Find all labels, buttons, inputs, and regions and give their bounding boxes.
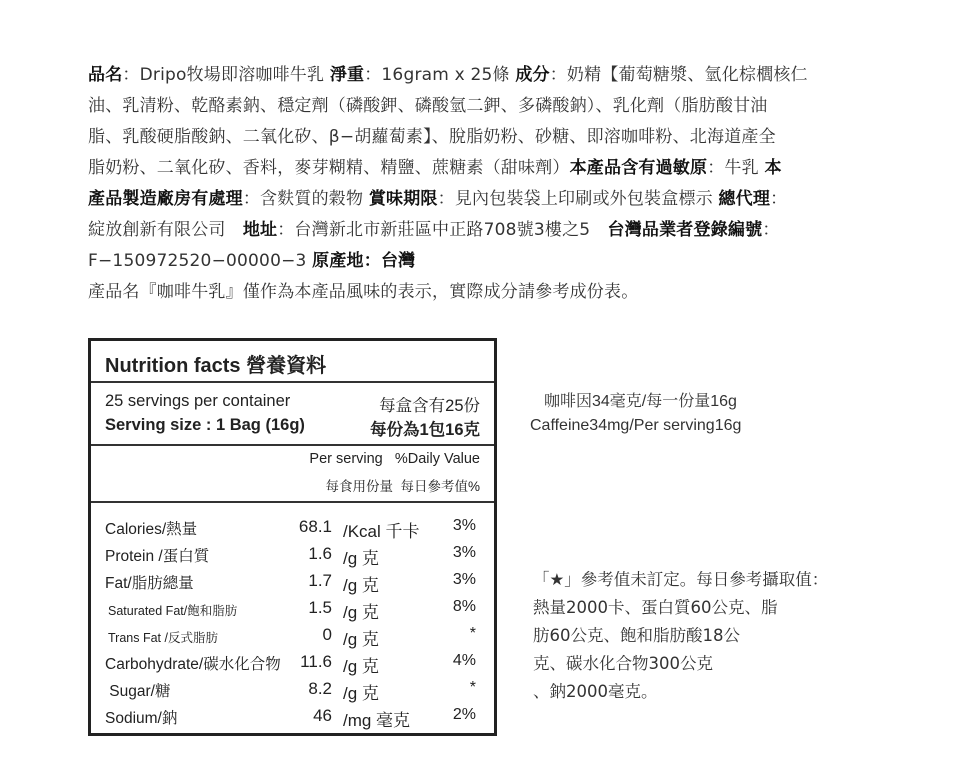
caffeine-zh: 咖啡因34毫克/每一份量16g [544, 393, 737, 410]
nutrient-name: Fat/脂肪總量 [105, 575, 194, 592]
caffeine-en: Caffeine34mg/Per serving16g [530, 417, 742, 434]
label-heading: 台灣品業者登錄編號 [607, 220, 763, 240]
label-value: 產品名『咖啡牛乳』僅作為本產品風味的表示，實際成分請參考成份表。 [88, 282, 639, 302]
nutrition-title: Nutrition facts 營養資料 [91, 341, 494, 383]
nutrient-value: 1.5 [308, 598, 332, 617]
label-value: ：含麩質的穀物 [242, 189, 369, 209]
label-heading: 本產品含有過敏原 [569, 158, 708, 178]
nutrient-value: 11.6 [300, 652, 332, 671]
label-value: 油、乳清粉、乾酪素鈉、穩定劑（磷酸鉀、磷酸氫二鉀、多磷酸鈉）、乳化劑（脂肪酸甘油 [88, 96, 768, 116]
label-value: ：奶精【葡萄糖漿、氫化棕櫚核仁 [549, 65, 808, 85]
label-line [88, 153, 918, 184]
nutrient-value: 1.6 [308, 544, 332, 563]
label-value: F−150972520−00000−3 [88, 251, 313, 271]
column-header-zh: 每食用份量 每日參考值% [325, 479, 480, 494]
nutrient-value: 8.2 [308, 679, 332, 698]
nutrient-row [91, 544, 494, 571]
label-heading: 成分 [515, 65, 550, 85]
daily-value-percent: 4% [452, 652, 476, 669]
nutrient-value: 0 [322, 625, 332, 644]
label-line [88, 60, 918, 91]
nutrient-unit: /g 克 [343, 657, 379, 676]
column-headers [91, 446, 494, 503]
label-value: ：見內包裝袋上印刷或外包裝盒標示 [437, 189, 719, 209]
nutrient-name: Trans Fat /反式脂肪 [108, 631, 218, 645]
daily-value-percent: 2% [452, 706, 476, 723]
nutrient-name: Sugar/糖 [105, 683, 171, 700]
footnote-line: 熱量2000卡、蛋白質60公克、脂 [533, 598, 778, 617]
label-value: 綻放創新有限公司 [88, 220, 243, 240]
label-heading: 地址 [242, 220, 278, 240]
daily-value-percent: * [469, 679, 476, 696]
label-value: ：Dripo牧場即溶咖啡牛乳 [122, 65, 330, 85]
servings-per-container-zh: 每盒含有25份 [379, 397, 480, 415]
label-heading: 產品製造廠房有處理 [88, 189, 243, 209]
nutrient-name: Carbohydrate/碳水化合物 [105, 656, 281, 673]
label-line [88, 246, 918, 277]
nutrient-name: Sodium/鈉 [105, 710, 178, 727]
servings-per-container: 25 servings per container [105, 392, 291, 410]
serving-size-zh: 每份為1包16克 [369, 421, 480, 439]
label-line [88, 184, 918, 215]
footnote-line: 肪60公克、飽和脂肪酸18公 [533, 626, 740, 645]
caffeine-info [530, 390, 741, 438]
footnote-line: 、鈉2000毫克。 [533, 682, 658, 701]
nutrient-unit: /g 克 [343, 684, 379, 703]
serving-info [91, 383, 494, 446]
label-value: 脂、乳酸硬脂酸鈉、二氧化矽、β−胡蘿蔔素】、脫脂奶粉、砂糖、即溶咖啡粉、北海道產全 [88, 127, 776, 147]
nutrient-row [91, 571, 494, 598]
footnote-line: 「★」參考值未訂定。每日參考攝取值： [533, 570, 829, 589]
label-value: ：台灣新北市新莊區中正路708號3樓之5 [277, 220, 608, 240]
nutrition-facts-table [88, 338, 497, 736]
nutrient-row [91, 652, 494, 679]
nutrient-name: Protein /蛋白質 [105, 548, 210, 565]
nutrient-rows [91, 503, 494, 733]
label-heading: 品名 [88, 65, 123, 85]
nutrient-row [91, 625, 494, 652]
nutrient-unit: /g 克 [343, 630, 379, 649]
nutrient-unit: /g 克 [343, 576, 379, 595]
nutrient-value: 1.7 [308, 571, 332, 590]
daily-value-percent: * [469, 625, 476, 642]
label-heading: 總代理 [718, 189, 771, 209]
label-value: ：牛乳 [707, 158, 765, 178]
nutrient-name: Saturated Fat/飽和脂肪 [108, 604, 238, 618]
label-value: 脂奶粉、二氧化矽、香料，麥芽糊精、精鹽、蔗糖素（甜味劑） [88, 158, 570, 178]
nutrient-unit: /g 克 [343, 549, 379, 568]
label-heading: 淨重 [329, 65, 365, 85]
label-heading: 原產地：台灣 [312, 251, 416, 271]
label-heading: 賞味期限 [368, 189, 438, 209]
nutrient-row [91, 517, 494, 544]
label-line [88, 91, 918, 122]
daily-value-percent: 8% [452, 598, 476, 615]
label-heading: 本 [764, 158, 782, 178]
label-value: ： [770, 189, 788, 209]
nutrient-unit: /Kcal 千卡 [343, 522, 420, 541]
daily-value-percent: 3% [452, 571, 476, 588]
label-value: ： [762, 220, 780, 240]
nutrient-unit: /mg 毫克 [343, 711, 411, 730]
nutrient-row [91, 679, 494, 706]
nutrient-row [91, 598, 494, 625]
column-header-en: Per serving %Daily Value [309, 451, 480, 467]
label-line [88, 277, 918, 308]
daily-value-percent: 3% [452, 544, 476, 561]
daily-value-footnote [533, 566, 828, 706]
nutrient-value: 68.1 [298, 517, 332, 536]
nutrient-unit: /g 克 [343, 603, 379, 622]
serving-size: Serving size : 1 Bag (16g) [105, 416, 305, 434]
nutrient-value: 46 [313, 706, 332, 725]
label-line [88, 215, 918, 246]
label-value: ：16gram x 25條 [364, 65, 516, 85]
product-label-text [88, 60, 918, 308]
label-line [88, 122, 918, 153]
footnote-line: 克、碳水化合物300公克 [533, 654, 713, 673]
nutrient-row [91, 706, 494, 733]
daily-value-percent: 3% [452, 517, 476, 534]
nutrient-name: Calories/熱量 [105, 521, 198, 538]
